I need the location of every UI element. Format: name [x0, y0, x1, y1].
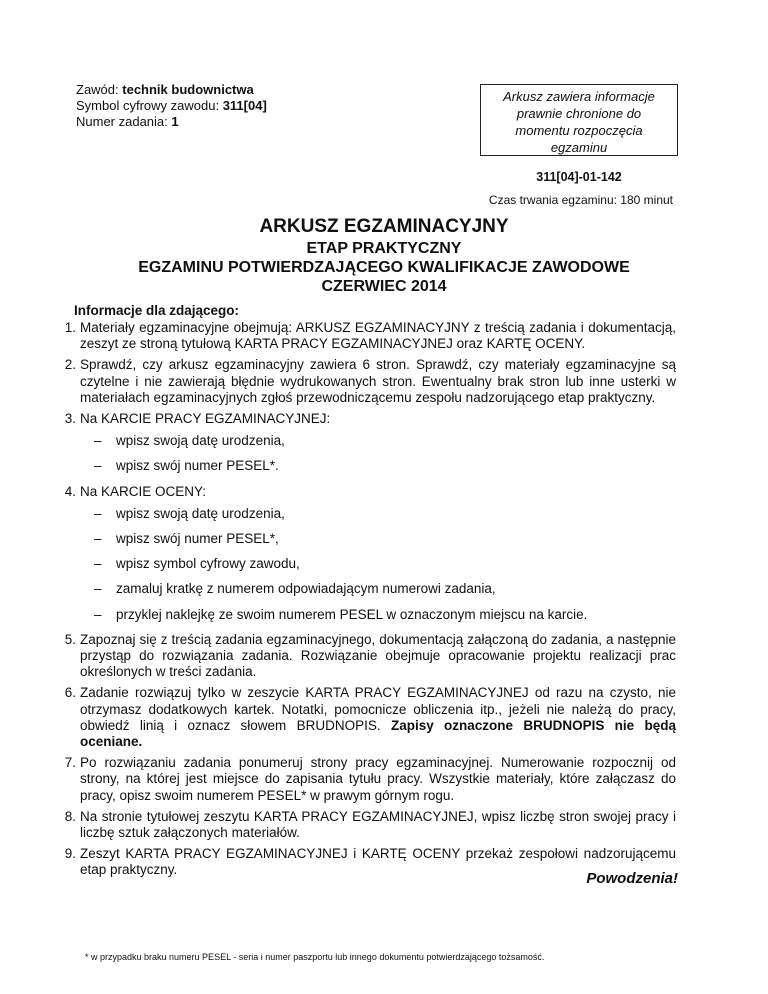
instruction-number: 6. [64, 685, 76, 701]
sub-item-text: zamaluj kratkę z numerem odpowiadającym numerowi zadania, [116, 581, 496, 597]
instruction-number: 8. [64, 808, 76, 824]
dash-marker: – [94, 606, 102, 622]
sub-item [80, 433, 676, 449]
sub-item [80, 607, 676, 623]
footnote: * w przypadku braku numeru PESEL - seria i numer paszportu lub innego dokumentu potwierdzającego tożsamość. [85, 952, 545, 962]
dash-marker: – [94, 556, 102, 572]
instruction-text: Po rozwiązaniu zadania ponumeruj strony pracy egzaminacyjnej. Numerowanie rozpocznij od strony, na której jest miejsce do zapisania tytułu pracy. Wszystkie materiały, które załączasz do pracy, opisz swoim numerem PESEL* w prawym górnym rogu. [80, 755, 676, 803]
dash-marker: – [94, 531, 102, 547]
notice-line: momentu rozpoczęcia [515, 123, 643, 138]
sub-item-text: wpisz swoją datę urodzenia, [116, 433, 285, 449]
dash-marker: – [94, 505, 102, 521]
task-line [76, 114, 267, 130]
instructions-list [56, 320, 676, 884]
dash-marker: – [94, 458, 102, 474]
sub-item [80, 506, 676, 522]
instruction-sublist [80, 506, 676, 623]
sub-item [80, 531, 676, 547]
sub-item-text: wpisz swój numer PESEL*, [116, 531, 279, 547]
instruction-text: Zeszyt KARTA PRACY EGZAMINACYJNEJ i KARTĘ OCENY przekaż zespołowi nadzorującemu etap praktyczny. [80, 846, 676, 878]
dash-marker: – [94, 581, 102, 597]
instruction-item [56, 846, 676, 878]
instruction-text: Zadanie rozwiązuj tylko w zeszycie KARTA PRACY EGZAMINACYJNEJ od razu na czysto, nie otrzymasz dodatkowych kartek. Notatki, pomocnicze obliczenia itp., jeżeli nie należą do pracy, obwiedź linią i oznacz słowem BRUDNOPIS. [80, 685, 676, 733]
instruction-item [56, 484, 676, 623]
sub-item-text: wpisz symbol cyfrowy zawodu, [116, 556, 300, 572]
instruction-text: Zapoznaj się z treścią zadania egzaminacyjnego, dokumentacją załączoną do zadania, a następnie przystąp do rozwiązania zadania. Rozwiązanie obejmuje opracowanie projektu realizacji prac określonych w treści zadania. [80, 631, 676, 680]
instruction-number: 7. [64, 755, 76, 771]
profession-line [76, 82, 267, 98]
task-label: Numer zadania: [76, 114, 168, 129]
notice-line: egzaminu [550, 140, 608, 155]
instruction-item [56, 809, 676, 841]
sub-item [80, 556, 676, 572]
sub-item-text: przyklej naklejkę ze swoim numerem PESEL w oznaczonym miejscu na karcie. [116, 606, 588, 622]
task-value: 1 [171, 114, 179, 129]
subtitle-line: EGZAMINU POTWIERDZAJĄCEGO KWALIFIKACJE ZAWODOWE [138, 259, 630, 276]
notice-line: Arkusz zawiera informacje [503, 89, 655, 104]
instruction-text: Materiały egzaminacyjne obejmują: ARKUSZ EGZAMINACYJNY z treścią zadania i dokumentacją, zeszyt ze stroną tytułową KARTA PRACY EGZAMINACYJNEJ oraz KARTĘ OCENY. [80, 320, 676, 352]
instruction-item [56, 357, 676, 406]
profession-label: Zawód: [76, 82, 119, 97]
instruction-text: Na stronie tytułowej zeszytu KARTA PRACY EGZAMINACYJNEJ, wpisz liczbę stron swojej pracy i liczbę sztuk załączonych materiałów. [80, 808, 676, 841]
instruction-text: Sprawdź, czy arkusz egzaminacyjny zawiera 6 stron. Sprawdź, czy materiały egzaminacyjne są czytelne i nie zawierają błędnie wydrukowanych stron. Ewentualny brak stron lub inne usterki w materiałach egzaminacyjnych zgłoś przewodniczącemu zespołu nadzorującego etap praktyczny. [80, 357, 676, 405]
dash-marker: – [94, 433, 102, 449]
instruction-sublist [80, 433, 676, 474]
notice-line: prawnie chronione do [516, 106, 642, 121]
instruction-bold-text: Zapisy oznaczone BRUDNOPIS nie będą oceniane. [80, 717, 676, 750]
symbol-line [76, 98, 267, 114]
subtitle-line: CZERWIEC 2014 [321, 278, 447, 295]
sub-item-text: wpisz swój numer PESEL*. [116, 458, 279, 474]
sub-item [80, 458, 676, 474]
instruction-number: 9. [64, 846, 76, 862]
document-title: ARKUSZ EGZAMINACYJNY [259, 216, 509, 237]
symbol-value: 311[04] [222, 98, 267, 113]
exam-metadata [76, 82, 267, 130]
instruction-number: 3. [64, 411, 76, 427]
instruction-number: 1. [64, 320, 76, 335]
confidential-notice-box [480, 84, 678, 156]
instruction-item [56, 320, 676, 352]
instruction-number: 4. [64, 483, 76, 499]
symbol-label: Symbol cyfrowy zawodu: [76, 98, 220, 113]
sub-item [80, 581, 676, 597]
exam-code: 311[04]-01-142 [536, 170, 622, 184]
closing-wish: Powodzenia! [586, 870, 678, 887]
instruction-item [56, 632, 676, 681]
instruction-text: Na KARCIE OCENY: [80, 483, 207, 499]
instruction-item [56, 685, 676, 750]
profession-value: technik budownictwa [122, 82, 254, 97]
instruction-number: 5. [64, 631, 76, 647]
subtitle-line: ETAP PRAKTYCZNY [306, 240, 462, 257]
instructions-heading: Informacje dla zdającego: [74, 303, 240, 318]
instruction-item [56, 755, 676, 804]
sub-item-text: wpisz swoją datę urodzenia, [116, 505, 285, 521]
instruction-text: Na KARCIE PRACY EGZAMINACYJNEJ: [80, 411, 331, 427]
instruction-number: 2. [64, 357, 76, 373]
exam-duration: Czas trwania egzaminu: 180 minut [488, 193, 673, 207]
document-subtitle [0, 239, 768, 296]
instruction-item [56, 411, 676, 475]
